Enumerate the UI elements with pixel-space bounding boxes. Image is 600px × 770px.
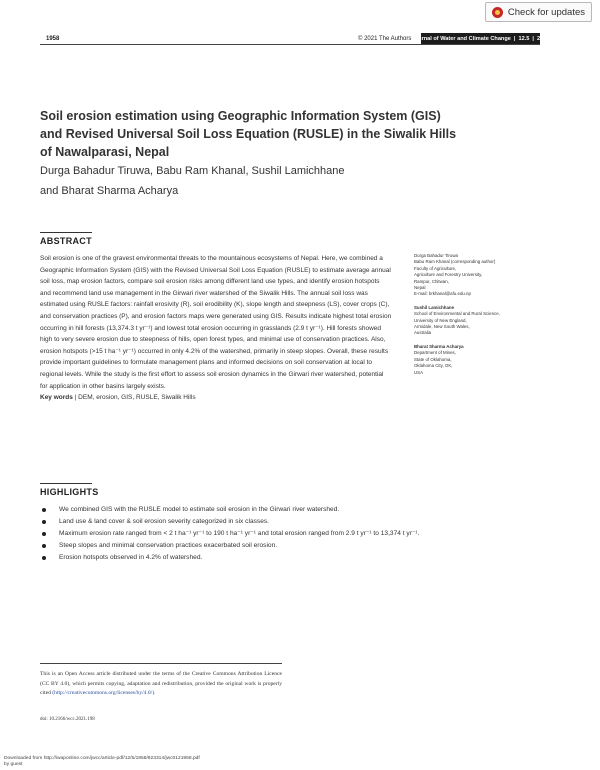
affiliation-line: State of Oklahoma, <box>414 356 452 362</box>
highlights-list <box>42 504 542 564</box>
affiliation-email: E-mail: brkhanal@afu.edu.np <box>414 291 471 297</box>
bullet-icon <box>42 520 46 524</box>
bullet-icon <box>42 556 46 560</box>
affiliation-line: Rampur, Chitwan, <box>414 278 449 284</box>
journal-banner <box>411 33 550 44</box>
affiliation-line: Oklahoma City, OK, <box>414 363 453 369</box>
highlight-text: Land use & land cover & soil erosion severity categorized in six classes. <box>59 518 270 525</box>
affiliation-line: Australia <box>414 330 432 336</box>
affiliation-line: Faculty of Agriculture, <box>414 265 457 271</box>
affiliation-line: Armidale, New South Wales, <box>414 324 470 330</box>
separator: | <box>532 35 534 42</box>
affiliation-line: USA <box>414 369 424 375</box>
bullet-icon <box>42 532 46 536</box>
license-notice <box>40 670 282 699</box>
highlight-item <box>42 504 542 516</box>
affiliation-line: Nepal <box>414 285 426 291</box>
affiliation-address <box>414 266 544 298</box>
affiliation-line: University of New England, <box>414 317 467 323</box>
highlight-item <box>42 552 542 564</box>
highlight-item <box>42 516 542 528</box>
author-list <box>40 161 460 201</box>
affiliation-role: (corresponding author) <box>449 259 496 265</box>
abstract-section <box>40 253 392 404</box>
journal-name: Journal of Water and Climate Change <box>411 35 511 42</box>
highlight-text: We combined GIS with the RUSLE model to estimate soil erosion in the Girwari river watershed. <box>59 506 340 513</box>
affiliation-group-3 <box>414 344 544 376</box>
doi: doi: 10.2166/wcc.2021.198 <box>40 717 95 722</box>
download-line-1: Downloaded from http://iwaponline.com/jwcc/article-pdf/12/5/1958/923314/jwc0121958.pdf <box>4 756 200 761</box>
affiliation-line: School of Environmental and Rural Science, <box>414 311 500 317</box>
abstract-text: Soil erosion is one of the gravest environmental threats to the mountainous ecosystems of Nepal. Here, we combined a Geographic Information System (GIS) with the Revised Universal Soil Loss Equation (RUSLE) to estimate average annual soil loss, map erosion factors, compare soil erosion risks among different land use types, and identify erosion hotspots and recommend land use management in the Girwari river watershed of the Siwalik Hills. The annual soil loss was estimated using RUSLE factors: rainfall erosivity (R), soil erodibility (K), slope length and steepness (LS), cover crops (C), and conservation practices (P), and erosion factors maps were generated using GIS. Results indicate highest total erosion occurring in hill forests (13,374.3 t yr⁻¹) and lowest total erosion occurring in grasslands (2.9 t yr⁻¹). Hill forests showed high to very severe erosion due to steepness of hills, open forest types, and minimal use of conservation practices. Also, erosion hotspots (>15 t ha⁻¹ yr⁻¹) occurred in only 4.2% of the watershed, primarily in steep slopes. Overall, these results provide important guidelines to formulate management plans and informed decisions on soil conservation at local to regional levels. While the study is the first effort to assess soil erosion dynamics in the Girwari river watershed, potential for application in other basins largely exists. <box>40 255 392 390</box>
affiliation-name: Bharat Sharma Acharya <box>414 343 464 349</box>
authors-line-1: Durga Bahadur Tiruwa, Babu Ram Khanal, Sushil Lamichhane <box>40 165 345 177</box>
license-rule <box>40 663 282 664</box>
separator: | <box>513 35 516 42</box>
article-title: Soil erosion estimation using Geographic Information System (GIS) and Revised Universal Soil Loss Equation (RUSLE) in the Siwalik Hills of Nawalparasi, Nepal <box>40 109 457 159</box>
crossmark-icon <box>492 7 503 18</box>
affiliation-name: Durga Bahadur Tiruwa <box>414 253 458 258</box>
highlight-text: Erosion hotspots observed in 4.2% of watershed. <box>59 554 203 561</box>
copyright-notice: © 2021 The Authors <box>358 36 412 42</box>
highlights-rule <box>40 483 92 484</box>
page-number: 1958 <box>46 36 60 42</box>
affiliation-group-2 <box>414 305 544 337</box>
bullet-icon <box>42 508 46 512</box>
affiliation-line: Agriculture and Forestry University, <box>414 272 483 278</box>
keywords <box>40 392 392 404</box>
abstract-rule <box>40 232 92 233</box>
journal-year: 2021 <box>536 35 550 42</box>
highlight-text: Steep slopes and minimal conservation practices exacerbated soil erosion. <box>59 542 278 549</box>
affiliation-name: Sushil Lamichhane <box>414 304 455 310</box>
check-for-updates-button[interactable] <box>485 2 592 22</box>
check-for-updates-label: Check for updates <box>507 6 585 18</box>
highlight-item <box>42 540 542 552</box>
download-stamp <box>4 756 200 768</box>
download-line-2: by guest <box>4 762 23 767</box>
keywords-list: | DEM, erosion, GIS, RUSLE, Siwalik Hills <box>74 394 196 402</box>
affiliation-line: Department of Mines, <box>414 350 456 356</box>
license-text: This is an Open Access article distributed under the terms of the Creative Commons Attribution Licence (CC BY 4.0), which permits copying, adaptation and redistribution, provided the original work is properly cited <box>40 671 282 697</box>
running-header <box>40 33 550 46</box>
license-link[interactable]: (http://creativecommons.org/licenses/by/4.0/). <box>52 690 156 697</box>
highlight-item <box>42 528 542 540</box>
affiliation-name: Babu Ram Khanal <box>414 259 450 265</box>
highlight-text: Maximum erosion rate ranged from < 2 t ha⁻¹ yr⁻¹ to 190 t ha⁻¹ yr⁻¹ and total erosion ranged from 2.9 t yr⁻¹ to 13,374 t yr⁻¹. <box>59 530 420 537</box>
journal-volume: 12.5 <box>518 35 530 42</box>
keywords-label: Key words <box>40 394 73 402</box>
highlights-heading: HIGHLIGHTS <box>40 487 99 497</box>
abstract-heading: ABSTRACT <box>40 236 92 246</box>
affiliations <box>414 253 544 383</box>
bullet-icon <box>42 544 46 548</box>
authors-line-2: and Bharat Sharma Acharya <box>40 185 179 197</box>
header-rule <box>40 44 540 45</box>
affiliation-group-1 <box>414 253 544 298</box>
